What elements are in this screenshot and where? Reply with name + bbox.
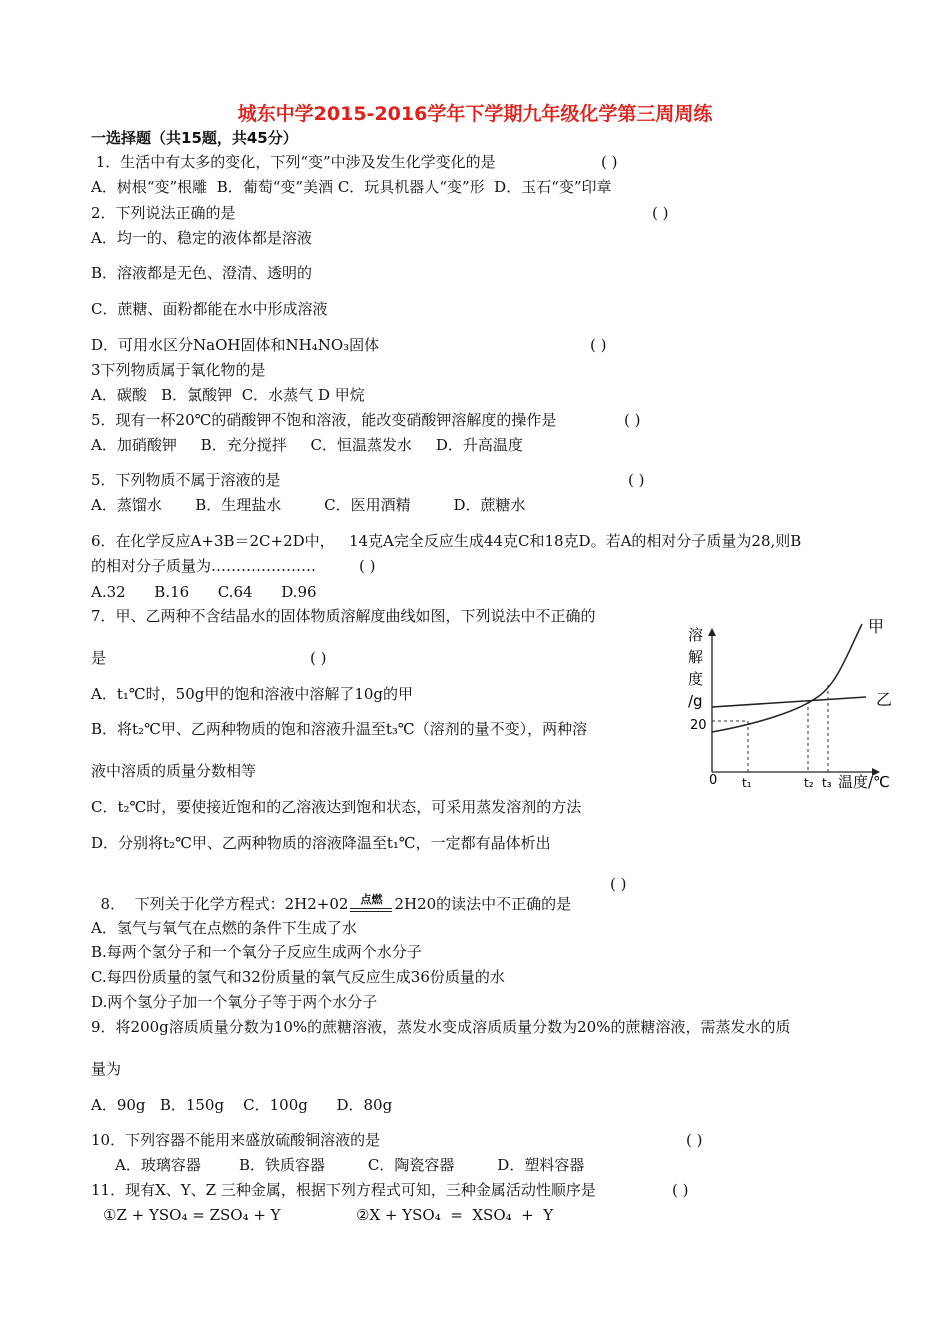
ylabel-char-1: 溶 <box>688 626 704 644</box>
q5-answer-blank: ( ) <box>628 471 645 489</box>
q9-options: A．90g B．150g C．100g D．80g <box>91 1096 393 1114</box>
q11-equation-1: ①Z + YSO₄ = ZSO₄ + Y <box>103 1206 281 1224</box>
q3-stem: 3下列物质属于氧化物的是 <box>91 361 266 379</box>
reaction-equals-bar <box>350 908 392 912</box>
q7-stem-line2: 是 <box>91 649 107 667</box>
q5-stem: 5．下列物质不属于溶液的是 <box>91 471 281 489</box>
q4-options: A．加硝酸钾 B．充分搅拌 C．恒温蒸发水 D．升高温度 <box>91 436 523 454</box>
q10-options: A．玻璃容器 B．铁质容器 C．陶瓷容器 D．塑料容器 <box>115 1156 585 1174</box>
q8-option-b: B.每两个氢分子和一个氧分子反应生成两个水分子 <box>91 943 422 961</box>
y-tick-label: 20 <box>690 718 707 733</box>
q2-option-b: B．溶液都是无色、澄清、透明的 <box>91 264 313 282</box>
q6-options: A.32 B.16 C.64 D.96 <box>91 583 317 601</box>
y-axis-arrow <box>708 628 716 636</box>
q7-option-b-line1: B．将t₂℃甲、乙两种物质的饱和溶液升温至t₃℃（溶剂的量不变），两种溶 <box>91 720 588 738</box>
q1-answer-blank: ( ) <box>601 153 618 171</box>
q8-option-d: D.两个氢分子加一个氧分子等于两个水分子 <box>91 993 378 1011</box>
q6-answer-blank: ( ) <box>359 557 376 575</box>
q1-options: A．树根“变”根雕 B．葡萄“变”美酒 C．玩具机器人“变”形 D．玉石“变”印章 <box>91 178 612 196</box>
solubility-chart <box>676 612 904 796</box>
reaction-condition-text: 点燃 <box>360 893 383 906</box>
q10-stem: 10．下列容器不能用来盛放硫酸铜溶液的是 <box>91 1131 381 1149</box>
q2-stem: 2．下列说法正确的是 <box>91 204 236 222</box>
ylabel-char-3: 度 <box>688 670 704 688</box>
q4-stem: 5．现有一杯20℃的硝酸钾不饱和溶液，能改变硝酸钾溶解度的操作是 <box>91 411 557 429</box>
q11-stem: 11．现有X、Y、Z 三种金属，根据下列方程式可知，三种金属活动性顺序是 <box>91 1181 596 1199</box>
q8-stem <box>91 874 571 914</box>
q2-answer-blank: ( ) <box>652 204 669 222</box>
q6-stem-line1: 6．在化学反应A+3B＝2C+2D中， 14克A完全反应生成44克C和18克D。若A的相对分子质量为28,则B <box>91 532 802 550</box>
reaction-condition <box>350 893 392 912</box>
q9-stem-line1: 9．将200g溶质质量分数为10%的蔗糖溶液，蒸发水变成溶质质量分数为20%的蔗糖溶液，需蒸发水的质 <box>91 1018 791 1036</box>
q10-answer-blank: ( ) <box>686 1131 703 1149</box>
q7-option-d: D．分别将t₂℃甲、乙两种物质的溶液降温至t₁℃，一定都有晶体析出 <box>91 834 551 852</box>
q2d-answer-blank: ( ) <box>590 336 607 354</box>
q3-options: A．碳酸 B．氯酸钾 C．水蒸气 D 甲烷 <box>91 386 365 404</box>
q7-option-c: C．t₂℃时，要使接近饱和的乙溶液达到饱和状态，可采用蒸发溶剂的方法 <box>91 798 582 816</box>
q8-answer-blank: ( ) <box>610 875 627 893</box>
q6-stem-line2: 的相对分子质量为………………… <box>91 557 317 575</box>
q11-equation-2: ②X + YSO₄ = XSO₄ + Y <box>356 1206 554 1224</box>
series-jia-curve <box>712 624 862 732</box>
q8-stem-pre: 8． 下列关于化学方程式：2H2+02 <box>100 895 349 913</box>
q8-option-c: C.每四份质量的氢气和32份质量的氧气反应生成36份质量的水 <box>91 968 505 986</box>
page-title: 城东中学2015-2016学年下学期九年级化学第三周周练 <box>237 103 713 125</box>
ylabel-char-4: /g <box>688 692 703 710</box>
x-tick-label-t3: t₃ <box>822 776 832 790</box>
x-axis-label: 温度/℃ <box>838 773 890 791</box>
series-yi-curve <box>712 697 866 707</box>
origin-label: 0 <box>709 773 718 788</box>
q7-option-b-line2: 液中溶质的质量分数相等 <box>91 762 257 780</box>
q9-stem-line2: 量为 <box>91 1060 122 1078</box>
q11-answer-blank: ( ) <box>672 1181 689 1199</box>
q7-answer-blank: ( ) <box>310 649 327 667</box>
series-yi-label: 乙 <box>876 690 893 709</box>
q7-option-a: A．t₁℃时，50g甲的饱和溶液中溶解了10g的甲 <box>91 685 414 703</box>
section-heading: 一选择题（共15题，共45分） <box>91 129 298 147</box>
x-tick-label-t2: t₂ <box>804 776 814 790</box>
q4-answer-blank: ( ) <box>624 411 641 429</box>
ylabel-char-2: 解 <box>688 648 704 666</box>
q5-options: A．蒸馏水 B．生理盐水 C．医用酒精 D．蔗糖水 <box>91 496 526 514</box>
q8-stem-post: 2H20的读法中不正确的是 <box>394 895 572 913</box>
q2-option-c: C．蔗糖、面粉都能在水中形成溶液 <box>91 300 328 318</box>
q2-option-a: A．均一的、稳定的液体都是溶液 <box>91 229 312 247</box>
x-tick-label-t1: t₁ <box>742 776 752 790</box>
q8-option-a: A．氢气与氧气在点燃的条件下生成了水 <box>91 919 357 937</box>
q2-option-d: D．可用水区分NaOH固体和NH₄NO₃固体 <box>91 336 380 354</box>
series-jia-label: 甲 <box>868 617 885 636</box>
q7-stem-line1: 7．甲、乙两种不含结晶水的固体物质溶解度曲线如图，下列说法中不正确的 <box>91 607 596 625</box>
q1-stem: 1．生活中有太多的变化，下列“变”中涉及发生化学变化的是 <box>91 153 496 171</box>
